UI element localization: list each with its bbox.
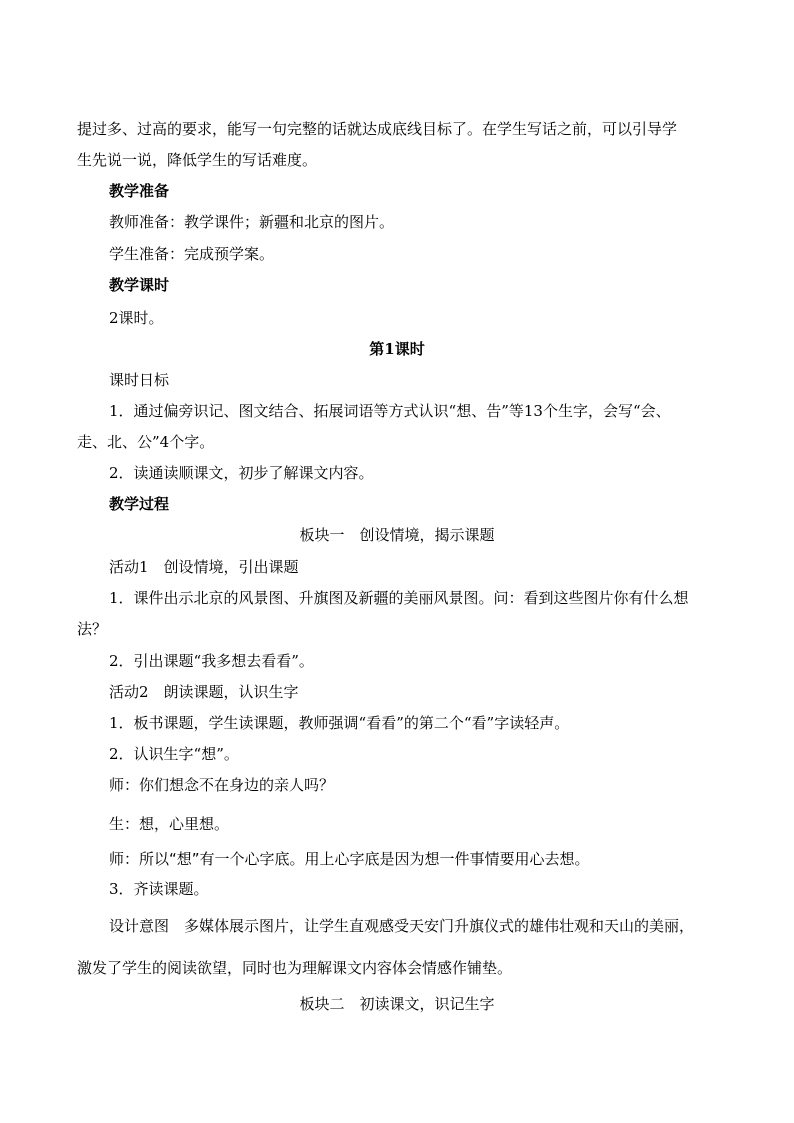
design-intent: 设计意图 多媒体展示图片，让学生直观感受天安门升旗仪式的雄伟壮观和天山的美丽， xyxy=(109,917,695,935)
section-heading: 课时日标 xyxy=(109,371,170,389)
activity-step: 2．认识生字“想”。 xyxy=(109,745,239,763)
activity-step-continued: 法？ xyxy=(77,620,108,638)
activity-step: 2．引出课题“我多想去看看”。 xyxy=(109,652,314,670)
paragraph-line: 生先说一说，降低学生的写话难度。 xyxy=(77,151,318,169)
design-intent-continued: 激发了学生的阅读欲望，同时也为理解课文内容体会情感作铺垫。 xyxy=(77,959,513,977)
activity-title: 活动1 创设情境，引出课题 xyxy=(109,558,299,576)
block-title: 板块二 初读课文，识记生字 xyxy=(299,995,495,1013)
paragraph-line: 教师准备：教学课件；新疆和北京的图片。 xyxy=(109,213,395,231)
goal-item: 1．通过偏旁识记、图文结合、拓展词语等方式认识“想、告”等13个生字，会写“会、 xyxy=(109,402,671,420)
section-heading: 教学过程 xyxy=(109,495,170,513)
activity-step: 1．板书课题，学生读课题，教师强调“看看”的第二个“看”字读轻声。 xyxy=(109,714,570,732)
lesson-title: 第1课时 xyxy=(369,340,425,358)
goal-item-continued: 走、北、公”4个字。 xyxy=(77,433,215,451)
block-title: 板块一 创设情境，揭示课题 xyxy=(299,526,495,544)
paragraph-line: 学生准备：完成预学案。 xyxy=(109,245,275,263)
section-heading: 教学课时 xyxy=(109,276,170,294)
dialogue-line: 师：所以“想”有一个心字底。用上心字底是因为想一件事情要用心去想。 xyxy=(109,850,590,868)
paragraph-line: 2课时。 xyxy=(109,309,164,327)
paragraph-line: 提过多、过高的要求，能写一句完整的话就达成底线目标了。在学生写话之前，可以引导学 xyxy=(77,120,678,138)
dialogue-line: 生：想，心里想。 xyxy=(109,815,230,833)
dialogue-line: 师：你们想念不在身边的亲人吗？ xyxy=(109,776,335,794)
goal-item: 2．读通读顺课文，初步了解课文内容。 xyxy=(109,464,374,482)
activity-step: 1．课件出示北京的风景图、升旗图及新疆的美丽风景图。问：看到这些图片你有什么想 xyxy=(109,589,689,607)
activity-step: 3．齐读课题。 xyxy=(109,880,209,898)
activity-title: 活动2 朗读课题，认识生字 xyxy=(109,683,299,701)
section-heading: 教学准备 xyxy=(109,182,170,200)
